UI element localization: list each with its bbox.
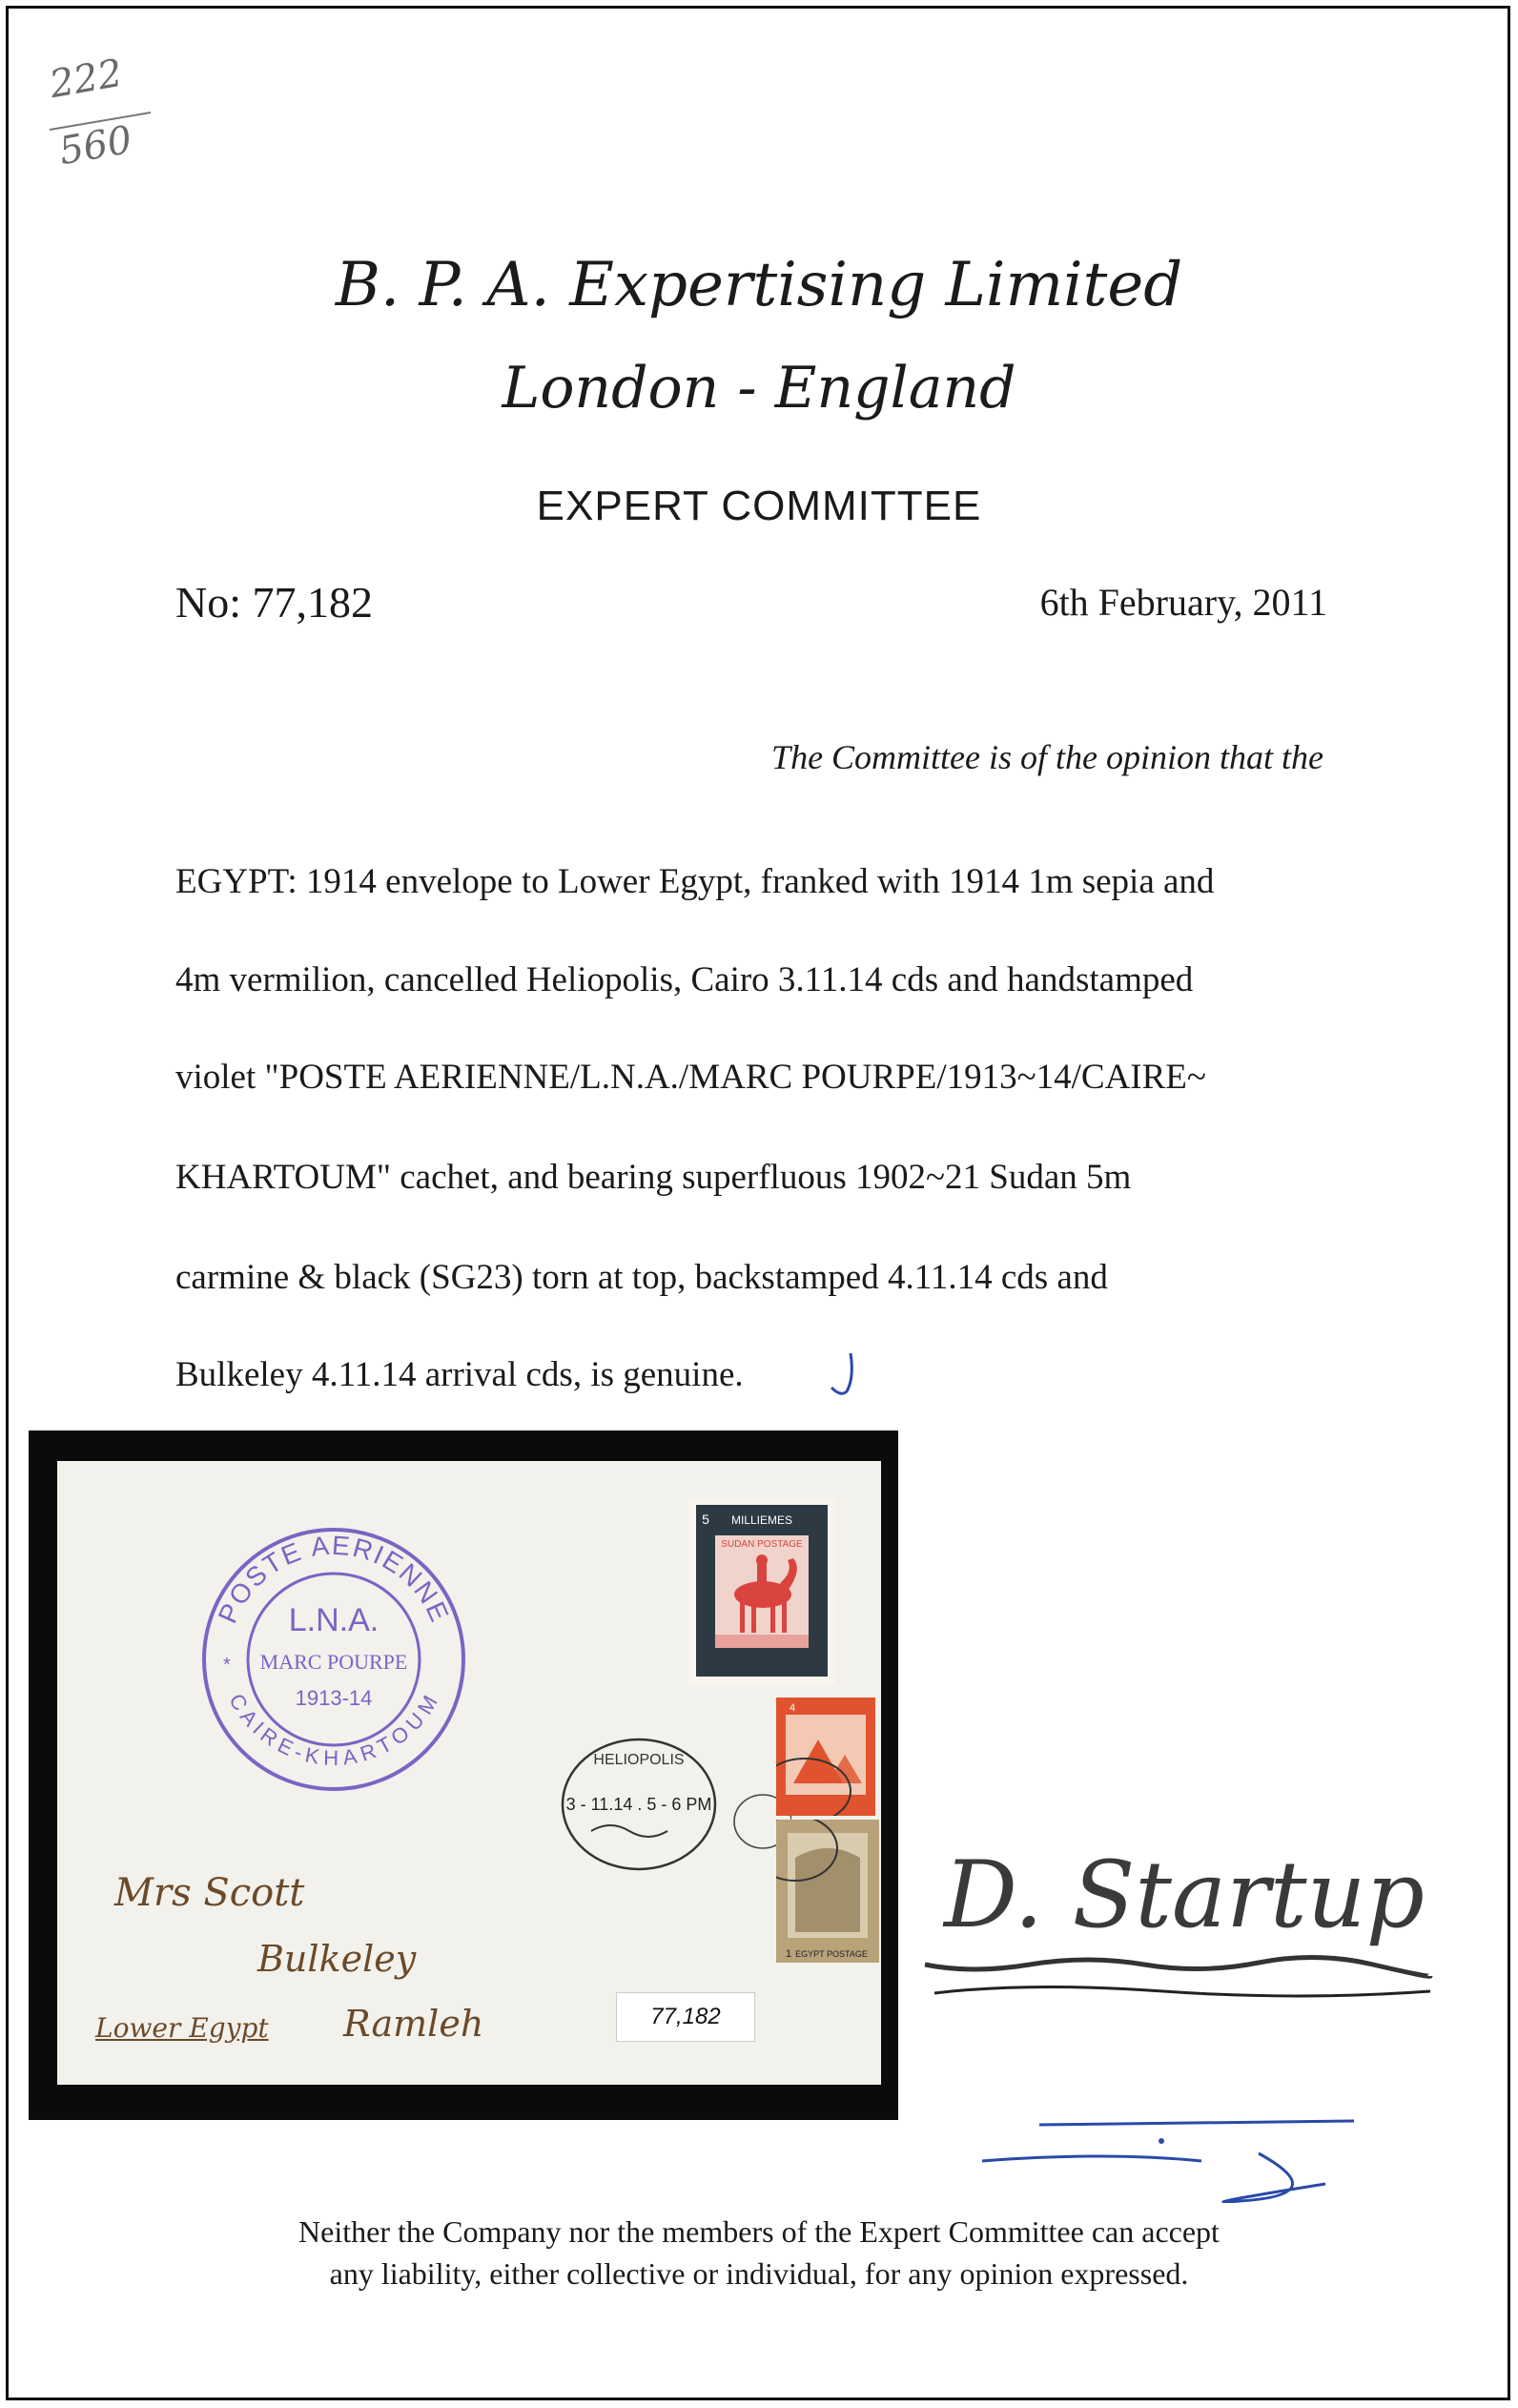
postmark-town: HELIOPOLIS [593, 1752, 685, 1768]
signature [915, 1821, 1449, 2203]
postmark-date: 3 - 11.14 . 5 - 6 PM [565, 1795, 712, 1814]
description-line: carmine & black (SG23) torn at top, backstamped 4.11.14 cds and [175, 1258, 1108, 1297]
blue-ink-tick [828, 1349, 866, 1407]
description-line: Bulkeley 4.11.14 arrival cds, is genuine. [175, 1355, 744, 1394]
cachet-line2: MARC POURPE [259, 1650, 408, 1674]
pencil-note-bottom: 560 [55, 117, 135, 175]
heliopolis-postmark [544, 1719, 791, 1890]
cachet-line1: L.N.A. [288, 1602, 380, 1638]
footer-line2: any liability, either collective or individual, for any opinion expressed. [329, 2256, 1189, 2291]
address-line4: Ramleh [343, 2003, 484, 2045]
description-line: EGYPT: 1914 envelope to Lower Egypt, franked with 1914 1m sepia and [175, 862, 1215, 901]
cachet-bottom-text: CAIRE-KHARTOUM [224, 1689, 443, 1770]
egypt-4m-value: 4 [790, 1702, 796, 1714]
cert-number-label: 77,182 [616, 1992, 755, 2042]
cachet-ring-text: POSTE AERIENNE [212, 1530, 456, 1628]
violet-cachet [191, 1516, 477, 1802]
opinion-intro: The Committee is of the opinion that the [771, 738, 1323, 776]
sudan-stamp-value: 5 [702, 1512, 709, 1527]
egypt-1m-value: 1 [786, 1948, 792, 1960]
description-line: 4m vermilion, cancelled Heliopolis, Cairo 3.11.14 cds and handstamped [175, 960, 1194, 999]
sudan-stamp-top: MILLIEMES [730, 1513, 793, 1527]
footer-disclaimer [0, 2211, 1518, 2295]
address-line2: Bulkeley [257, 1938, 417, 1980]
committee-title: EXPERT COMMITTEE [536, 483, 982, 529]
description-line: violet "POSTE AERIENNE/L.N.A./MARC POURPE/1913~14/CAIRE~ [175, 1058, 1206, 1097]
cachet-star-icon: * [223, 1655, 231, 1676]
footer-line1: Neither the Company nor the members of the Expert Committee can accept [298, 2214, 1220, 2249]
egypt-1m-country: EGYPT POSTAGE [795, 1949, 868, 1959]
address-line3: Lower Egypt [95, 2012, 269, 2044]
signature-name: D. Startup [944, 1842, 1425, 1948]
certificate-date: 6th February, 2011 [1039, 581, 1327, 624]
address-line1: Mrs Scott [114, 1871, 305, 1915]
egypt-1m-stamp [776, 1820, 879, 1963]
envelope [57, 1461, 881, 2085]
egypt-4m-stamp [776, 1698, 875, 1816]
description-line: KHARTOUM" cachet, and bearing superfluous 1902~21 Sudan 5m [175, 1158, 1132, 1197]
pencil-note-top: 222 [46, 51, 126, 108]
sudan-5m-stamp [688, 1497, 835, 1684]
certificate-number: No: 77,182 [175, 578, 373, 627]
cachet-line3: 1913-14 [295, 1686, 373, 1710]
company-name: B. P. A. Expertising Limited [335, 250, 1183, 320]
company-location: London - England [502, 355, 1016, 422]
cover-mount [29, 1430, 898, 2120]
sudan-stamp-country: SUDAN POSTAGE [721, 1539, 803, 1550]
